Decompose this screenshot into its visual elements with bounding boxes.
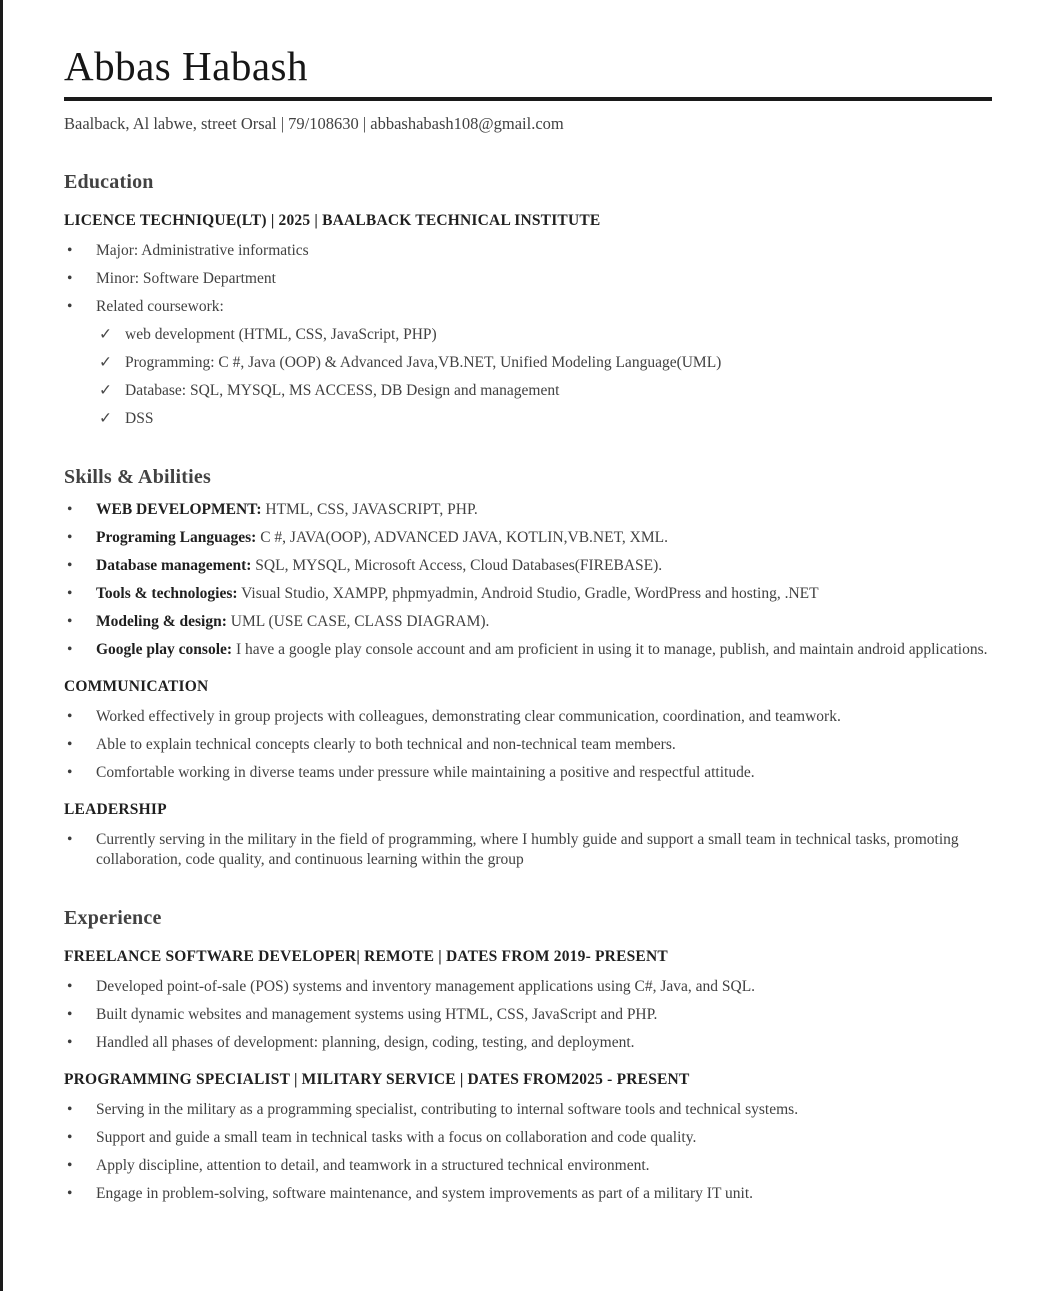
header-divider <box>64 97 992 101</box>
bullet-icon: • <box>67 557 73 574</box>
list-item-text <box>96 500 992 520</box>
bullet-icon: • <box>67 764 73 781</box>
list-item-text: Worked effectively in group projects with colleagues, demonstrating clear communication, coordination, and teamwork. <box>96 708 841 725</box>
bullet-icon: • <box>67 585 73 602</box>
bullet-icon: • <box>67 298 73 315</box>
bullet-icon: • <box>67 270 73 287</box>
skill-text: I have a google play console account and am proficient in using it to manage, publish, and maintain android applications. <box>235 641 988 658</box>
list-item <box>64 241 992 261</box>
skills-list <box>64 500 992 660</box>
skill-text: Visual Studio, XAMPP, phpmyadmin, Android Studio, Gradle, WordPress and hosting, .NET <box>241 585 819 602</box>
list-item <box>96 409 992 429</box>
list-item-text: Serving in the military as a programming specialist, contributing to internal software tools and technical systems. <box>96 1101 799 1118</box>
list-item-text: Handled all phases of development: planning, design, coding, testing, and deployment. <box>96 1034 635 1051</box>
list-item <box>64 269 992 289</box>
skill-label: Database management: <box>96 557 252 574</box>
list-item-text <box>96 612 992 632</box>
contact-line: Baalback, Al labwe, street Orsal | 79/108630 | abbashabash108@gmail.com <box>64 114 564 133</box>
list-item <box>64 763 992 783</box>
job-bullet-list <box>64 977 992 1053</box>
list-item-text <box>96 640 992 660</box>
list-item-text: Minor: Software Department <box>96 270 276 287</box>
list-item <box>64 830 992 870</box>
bullet-icon: • <box>67 1101 73 1118</box>
list-item <box>64 1100 992 1120</box>
bullet-icon: • <box>67 1157 73 1174</box>
resume-header <box>64 44 992 134</box>
list-item <box>64 500 992 520</box>
bullet-icon: • <box>67 736 73 753</box>
list-item <box>64 735 992 755</box>
skill-label: Modeling & design: <box>96 613 227 630</box>
education-degree-title: LICENCE TECHNIQUE(LT) | 2025 | BAALBACK TECHNICAL INSTITUTE <box>64 212 601 229</box>
bullet-icon: • <box>67 641 73 658</box>
list-item-text <box>96 528 992 548</box>
skill-label: Google play console: <box>96 641 233 658</box>
bullet-icon: • <box>67 708 73 725</box>
experience-heading: Experience <box>64 907 162 929</box>
checkmark-icon: ✓ <box>99 382 112 399</box>
list-item-text: DSS <box>125 410 154 427</box>
section-experience <box>64 906 992 1204</box>
list-item <box>96 353 992 373</box>
list-item-text: Apply discipline, attention to detail, and teamwork in a structured technical environment. <box>96 1157 650 1174</box>
bullet-icon: • <box>67 242 73 259</box>
leadership-heading: LEADERSHIP <box>64 801 167 818</box>
bullet-icon: • <box>67 978 73 995</box>
page-title: Abbas Habash <box>64 43 308 89</box>
list-item-text: Engage in problem-solving, software maintenance, and system improvements as part of a military IT unit. <box>96 1185 754 1202</box>
bullet-icon: • <box>67 1006 73 1023</box>
list-item-text <box>96 556 992 576</box>
resume-document <box>3 0 1039 1204</box>
checkmark-icon: ✓ <box>99 354 112 371</box>
skill-text: HTML, CSS, JAVASCRIPT, PHP. <box>265 501 478 518</box>
list-item <box>64 707 992 727</box>
list-item-text: Support and guide a small team in technical tasks with a focus on collaboration and code quality. <box>96 1129 697 1146</box>
list-item-text: Comfortable working in diverse teams under pressure while maintaining a positive and respectful attitude. <box>96 764 755 781</box>
bullet-icon: • <box>67 1129 73 1146</box>
list-item-text: Programming: C #, Java (OOP) & Advanced Java,VB.NET, Unified Modeling Language(UML) <box>125 354 722 371</box>
list-item <box>96 325 992 345</box>
list-item <box>64 1128 992 1148</box>
list-item-text: Developed point-of-sale (POS) systems and inventory management applications using C#, Java, and SQL. <box>96 978 756 995</box>
list-item <box>64 297 992 317</box>
bullet-icon: • <box>67 1185 73 1202</box>
education-bullet-list <box>64 241 992 317</box>
education-heading: Education <box>64 171 154 193</box>
list-item <box>64 1156 992 1176</box>
skill-label: WEB DEVELOPMENT: <box>96 501 262 518</box>
checkmark-icon: ✓ <box>99 410 112 427</box>
checkmark-icon: ✓ <box>99 326 112 343</box>
skill-text: UML (USE CASE, CLASS DIAGRAM). <box>230 613 490 630</box>
coursework-list <box>64 325 992 429</box>
bullet-icon: • <box>67 613 73 630</box>
list-item <box>64 640 992 660</box>
list-item <box>64 612 992 632</box>
list-item <box>64 584 992 604</box>
list-item-text <box>96 584 992 604</box>
list-item-text: Able to explain technical concepts clearly to both technical and non-technical team members. <box>96 736 676 753</box>
leadership-list <box>64 830 992 870</box>
bullet-icon: • <box>67 831 73 848</box>
section-skills <box>64 465 992 870</box>
list-item <box>96 381 992 401</box>
list-item-text: web development (HTML, CSS, JavaScript, PHP) <box>125 326 437 343</box>
skill-text: C #, JAVA(OOP), ADVANCED JAVA, KOTLIN,VB.NET, XML. <box>260 529 668 546</box>
bullet-icon: • <box>67 529 73 546</box>
skill-label: Tools & technologies: <box>96 585 238 602</box>
section-education <box>64 170 992 429</box>
skills-heading: Skills & Abilities <box>64 466 211 488</box>
list-item-text: Related coursework: <box>96 298 224 315</box>
list-item-text: Built dynamic websites and management systems using HTML, CSS, JavaScript and PHP. <box>96 1006 658 1023</box>
job-title: FREELANCE SOFTWARE DEVELOPER| REMOTE | DATES FROM 2019- PRESENT <box>64 948 668 965</box>
list-item <box>64 556 992 576</box>
bullet-icon: • <box>67 1034 73 1051</box>
list-item-text: Currently serving in the military in the field of programming, where I humbly guide and support a small team in technical tasks, promoting collaboration, code quality, and continuous learning within the group <box>96 831 959 868</box>
list-item-text: Major: Administrative informatics <box>96 242 309 259</box>
bullet-icon: • <box>67 501 73 518</box>
list-item <box>64 1184 992 1204</box>
skill-text: SQL, MYSQL, Microsoft Access, Cloud Databases(FIREBASE). <box>255 557 663 574</box>
list-item <box>64 1005 992 1025</box>
list-item <box>64 1033 992 1053</box>
list-item-text: Database: SQL, MYSQL, MS ACCESS, DB Design and management <box>125 382 560 399</box>
job-bullet-list <box>64 1100 992 1204</box>
list-item <box>64 528 992 548</box>
communication-list <box>64 707 992 783</box>
communication-heading: COMMUNICATION <box>64 678 209 695</box>
skill-label: Programing Languages: <box>96 529 257 546</box>
job-title: PROGRAMMING SPECIALIST | MILITARY SERVICE | DATES FROM2025 - PRESENT <box>64 1071 690 1088</box>
list-item <box>64 977 992 997</box>
